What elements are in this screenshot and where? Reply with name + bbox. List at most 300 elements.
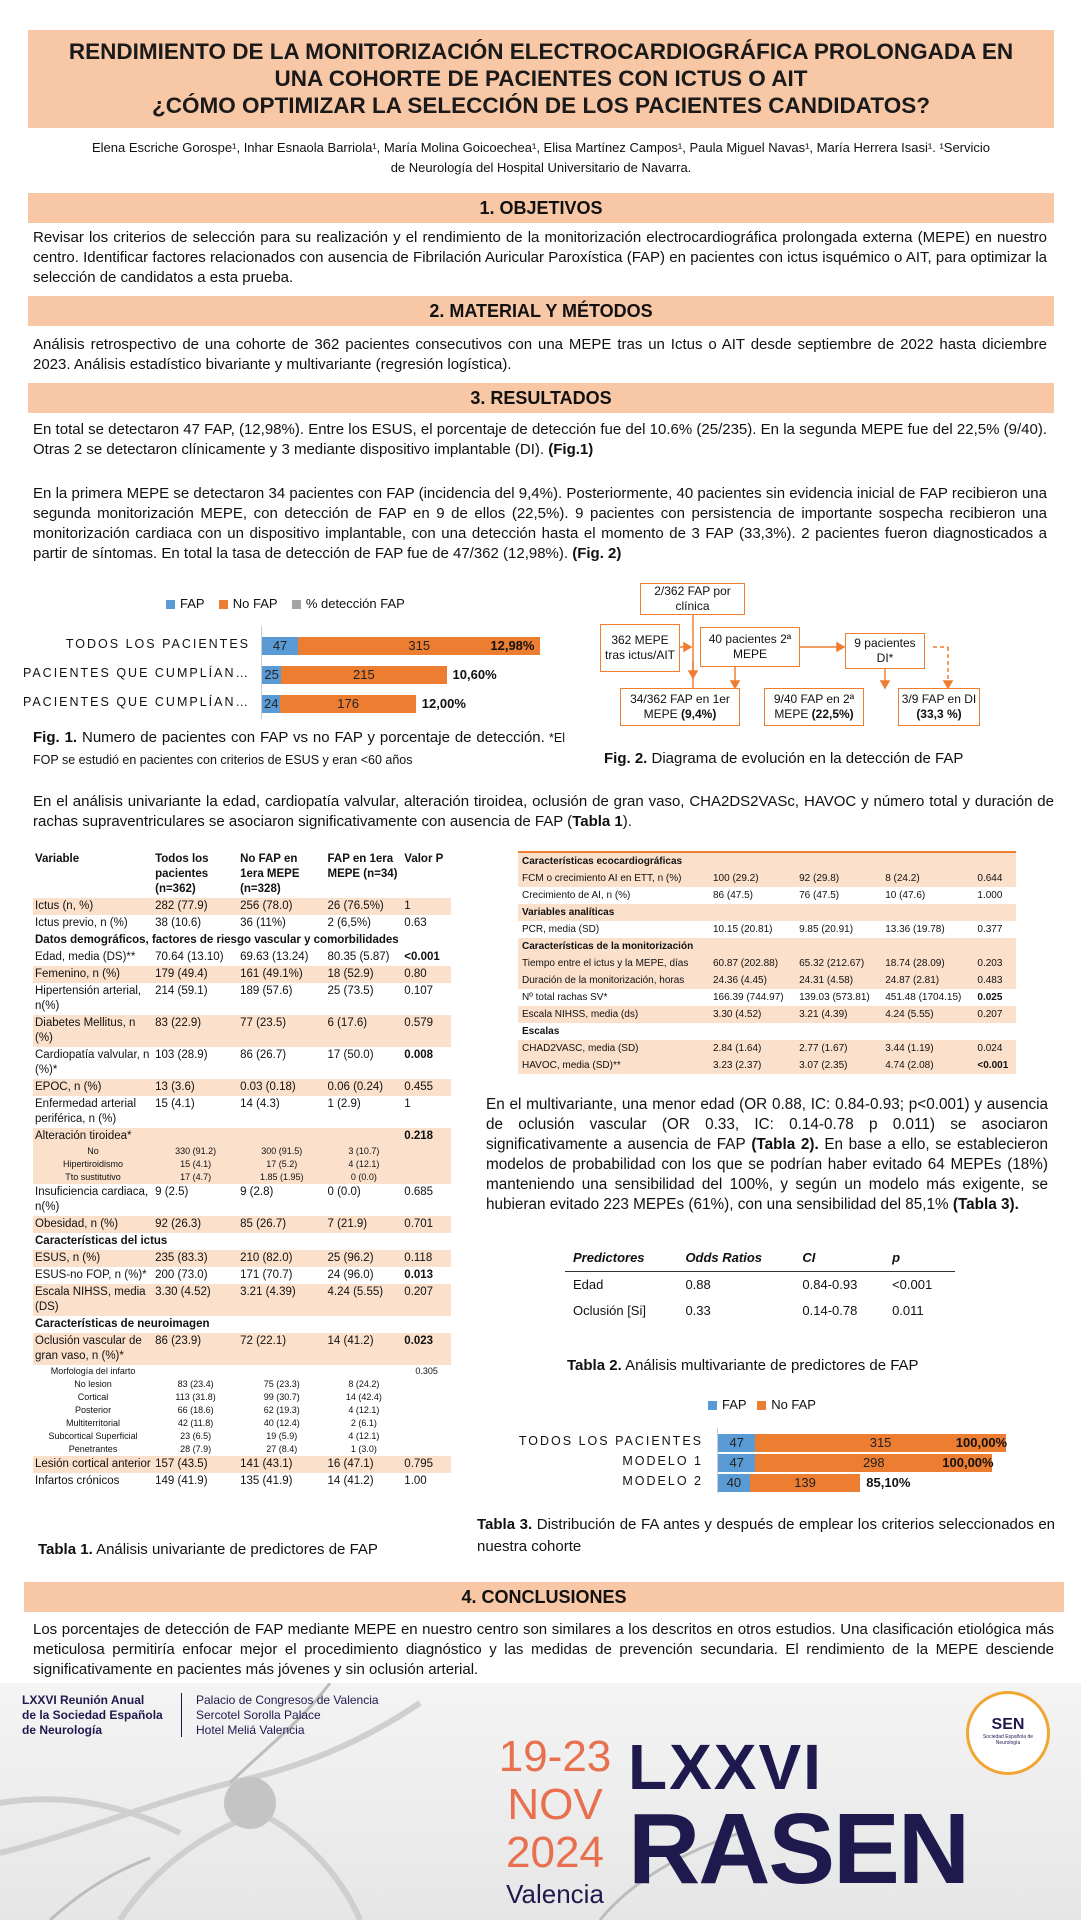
table2-cell: Edad (573, 1277, 604, 1292)
table2-cell: Oclusión [Si] (573, 1303, 646, 1318)
table1-cont-section: Escalas (522, 1026, 560, 1037)
table1-cont-cell: 166.39 (744.97) (712, 992, 784, 1003)
table2-caption-text: Análisis multivariante de predictores de FAP (621, 1357, 919, 1374)
table1-cell: 0.118 (402, 1250, 451, 1267)
table1-cell: 66 (18.6) (177, 1405, 214, 1415)
table1-cell: 0.701 (402, 1216, 451, 1233)
table1-cell: 1.85 (1.95) (238, 1171, 325, 1184)
table1-caption (38, 1539, 378, 1561)
table1-cont-cell: CHAD2VASC, media (SD) (518, 1040, 709, 1057)
table1-cont-cell: 451.48 (1704.15) (885, 992, 962, 1003)
chart-category-label: TODOS LOS PACIENTES (65, 637, 250, 651)
table1-cell: 0.218 (402, 1128, 451, 1145)
table1-cell: 1 (404, 1098, 411, 1110)
table1-cell: Lesión cortical anterior (33, 1456, 153, 1473)
table1-cell: 300 (91.5) (238, 1145, 325, 1158)
table1-cell: 14 (41.2) (327, 1475, 374, 1487)
table2-cell: 0.84-0.93 (802, 1277, 858, 1292)
table1-cell: 9 (2.5) (155, 1186, 189, 1198)
table2-caption-bold: Tabla 2. (567, 1357, 622, 1374)
table1-row (33, 1158, 451, 1171)
legend-nofap-swatch (219, 600, 228, 609)
sen-logo (966, 1691, 1050, 1775)
table1-cell: ESUS, n (%) (33, 1250, 153, 1267)
table1-cell: 113 (31.8) (175, 1392, 216, 1402)
table1-cont-cell: Crecimiento de AI, n (%) (522, 890, 631, 901)
table-1-continued (518, 851, 1016, 1074)
table1-header-cell: FAP en 1era MEPE (n=34) (327, 853, 398, 880)
table1-cell: 14 (42.4) (345, 1392, 382, 1402)
legend-pct-swatch (292, 600, 301, 609)
table1-cell: Multiterritorial (66, 1418, 121, 1428)
title-line-2: UNA COHORTE DE PACIENTES CON ICTUS O AIT (274, 66, 808, 91)
conclusiones-text: Los porcentajes de detección de FAP mediante MEPE en nuestro centro son similares a los descritos en otros estudios. Una clasificación etiológica más meticulosa permitiría enfocar mejor el procedimiento diagnóstico y las medidas de prevención secundaria. El rendimiento de la MEPE desciende significativamente en pacientes más jóvenes y sin oclusión arterial. (33, 1621, 1054, 1678)
footer-banner (0, 1683, 1081, 1920)
table1-cont-cell: FCM o crecimiento AI en ETT, n (%) (518, 870, 709, 887)
table1-cont-cell: 13.36 (19.78) (885, 924, 945, 935)
table1-cont-cell: 3.23 (2.37) (709, 1057, 795, 1074)
chart-pct-label: 100,00% (942, 1455, 994, 1470)
chart-pct-label: 12,98% (490, 638, 535, 653)
table1-cell: 330 (91.2) (153, 1145, 238, 1158)
table1-row (33, 1316, 451, 1333)
table1-cell: 86 (23.9) (153, 1333, 238, 1365)
table1-cell: 92 (26.3) (153, 1216, 238, 1233)
footer-year: 2024 (506, 1828, 604, 1877)
table1-row (33, 1365, 451, 1378)
table1-cont-row (518, 1057, 1016, 1074)
table1-cell: Hipertensión arterial, n(%) (35, 985, 142, 1012)
diagram-result-3-text: 3/9 FAP en DI (901, 692, 977, 706)
section-objetivos: 1. OBJETIVOS (28, 193, 1054, 223)
table1-cell: 0.579 (402, 1015, 451, 1047)
authors-line-1: Elena Escriche Gorospe¹, Inhar Esnaola Barriola¹, María Molina Goicoechea¹, Elisa Martínez Campos¹, Paula Miguel Navas¹, María Herrera Isasi¹. ¹Servicio (91, 140, 991, 155)
table1-cell: 0.023 (402, 1333, 451, 1365)
table1-cont-row (518, 955, 1016, 972)
table1-cell: 17 (4.7) (153, 1171, 238, 1184)
sen-logo-text: SEN (991, 1716, 1025, 1733)
table1-header-cell: Valor P (404, 853, 444, 865)
fig3-legend-nofap: No FAP (771, 1397, 816, 1412)
table1-cell: 149 (41.9) (155, 1475, 208, 1487)
table1-cont-cell: 0.207 (973, 1006, 1016, 1023)
fig3-legend-nofap-swatch (757, 1401, 766, 1410)
table1-cell: 1 (402, 898, 451, 915)
table1-cont-section: Características ecocardiográficas (518, 852, 1016, 870)
chart-bar-nofap: 215 (281, 666, 446, 684)
univariante-paragraph (33, 792, 1054, 832)
table1-cell: 256 (78.0) (238, 898, 325, 915)
table1-cell: Alteración tiroidea* (33, 1128, 153, 1145)
table1-row (33, 1404, 451, 1417)
table1-row (33, 915, 451, 932)
fig1-caption-note: *El FOP se estudió en pacientes con criterios de ESUS y eran <60 años (33, 731, 566, 767)
table1-cell: 0.008 (404, 1049, 434, 1061)
table1-cell: 0.06 (0.24) (326, 1079, 403, 1096)
table1-cell: 4 (12.1) (348, 1405, 380, 1415)
footer-organizer (22, 1693, 163, 1738)
table1-cell: 171 (70.7) (240, 1269, 293, 1281)
diagram-result-2-pct: (22,5%) (811, 707, 854, 721)
table1-cont-cell: 0.024 (973, 1040, 1016, 1057)
diagram-box-clinica (640, 583, 745, 615)
footer-dates: 19-23 (498, 1732, 612, 1781)
legend-pct: % detección FAP (305, 596, 405, 611)
table1-caption-bold: Tabla 1. (38, 1541, 93, 1558)
table1-cell: 0.795 (402, 1456, 451, 1473)
table2-cell: 0.14-0.78 (802, 1303, 858, 1318)
table1-cell: 18 (52.9) (326, 966, 403, 983)
table1-cell: 72 (22.1) (238, 1333, 325, 1365)
table1-cont-cell: 10.15 (20.81) (712, 924, 773, 935)
table2-caption (567, 1355, 919, 1377)
table1-cont-row (518, 989, 1016, 1006)
table1-cell: Subcortical Superficial (48, 1431, 138, 1441)
table1-cell: 77 (23.5) (238, 1015, 325, 1047)
table1-row (33, 932, 451, 949)
table1-cont-cell: 76 (47.5) (799, 890, 840, 901)
table1-cont-cell: 3.44 (1.19) (881, 1040, 973, 1057)
table1-row (33, 1047, 451, 1079)
chart-category-label: MODELO 1 (622, 1454, 703, 1468)
table1-cell: 28 (7.9) (180, 1444, 212, 1454)
table1-cell: 161 (49.1%) (238, 966, 325, 983)
table2-header-cell: Odds Ratios (677, 1245, 794, 1272)
table1-row (33, 898, 451, 915)
table1-header-cell: Variable (35, 853, 80, 865)
legend-nofap: No FAP (232, 596, 278, 611)
table1-cell: 2 (6,5%) (327, 917, 371, 929)
table1-cell: Enfermedad arterial periférica, n (%) (35, 1098, 136, 1125)
table1-cell: ESUS-no FOP, n (%)* (35, 1269, 147, 1281)
table1-cell: 179 (49.4) (153, 966, 238, 983)
table1-cell: 3.21 (4.39) (238, 1284, 325, 1316)
fig3-legend-fap: FAP (722, 1397, 747, 1412)
table1-cont-row (518, 904, 1016, 921)
footer-edition: LXXVI (628, 1731, 823, 1803)
table-1 (33, 851, 451, 1490)
table1-cont-cell: Tiempo entre el ictus y la MEPE, días (518, 955, 709, 972)
table1-cont-cell: 2.77 (1.67) (795, 1040, 881, 1057)
chart-bar-fap: 24 (263, 696, 279, 711)
diagram-result-1-text: 34/362 FAP en 1er MEPE (630, 692, 730, 721)
table1-cell: 1 (3.0) (350, 1444, 377, 1454)
table2-cell: 0.33 (685, 1303, 711, 1318)
table1-cell: 99 (30.7) (263, 1392, 300, 1402)
footer-divider (181, 1693, 182, 1737)
metodos-text: Análisis retrospectivo de una cohorte de 362 pacientes consecutivos con una MEPE tras un Ictus o AIT desde septiembre de 2022 hasta diciembre 2023. Análisis estadístico bivariante y multivariante (regresión logística). (33, 336, 1047, 373)
table1-cell: 80.35 (5.87) (327, 951, 390, 963)
table1-cont-cell: 9.85 (20.91) (799, 924, 854, 935)
footer-venue-2: Sercotel Sorolla Palace (196, 1708, 321, 1722)
table1-cell (153, 1365, 238, 1378)
table1-cell (326, 1128, 403, 1145)
table1-cell: 83 (22.9) (153, 1015, 238, 1047)
diagram-box-start-text: 362 MEPE tras ictus/AIT (604, 633, 675, 662)
table1-cont-row (518, 972, 1016, 989)
fig3-legend (708, 1397, 816, 1412)
table1-cont-row (518, 921, 1016, 938)
table1-cont-cell: 4.74 (2.08) (881, 1057, 973, 1074)
table1-cell: 103 (28.9) (155, 1049, 208, 1061)
table1-cell: 83 (23.4) (177, 1379, 214, 1389)
diagram-box-di-text: 9 pacientes DI* (854, 636, 916, 665)
univariante-end: ). (622, 813, 632, 830)
table1-cell: 16 (47.1) (326, 1456, 403, 1473)
table1-cell: 27 (8.4) (266, 1444, 298, 1454)
table1-cont-cell: 3.07 (2.35) (795, 1057, 881, 1074)
table1-header-cell: Todos los pacientes (n=362) (155, 853, 209, 895)
table1-cell: 3.30 (4.52) (153, 1284, 238, 1316)
table1-cell: Oclusión vascular de gran vaso, n (%)* (33, 1333, 153, 1365)
table1-cell: No lesion (74, 1379, 112, 1389)
diagram-box-start (600, 624, 680, 672)
table1-cont-row (518, 852, 1016, 870)
fig1-axis (261, 626, 262, 719)
table1-cont-cell: 4.24 (5.55) (881, 1006, 973, 1023)
table1-row (33, 1079, 451, 1096)
footer-event-name: RASEN (628, 1793, 969, 1905)
table1-cont-cell: 24.31 (4.58) (795, 972, 881, 989)
chart-bar-fap: 47 (718, 1454, 755, 1472)
table1-cont-cell: <0.001 (973, 1057, 1016, 1074)
chart-bar-nofap: 298 (755, 1454, 992, 1472)
table1-cell: 141 (43.1) (238, 1456, 325, 1473)
footer-venue-3: Hotel Meliá Valencia (196, 1723, 305, 1737)
table2-row (565, 1272, 955, 1299)
tabla2-ref: (Tabla 2). (745, 1136, 819, 1153)
objetivos-text: Revisar los criterios de selección para su realización y el rendimiento de la monitorización electrocardiográfica prolongada externa (MEPE) en nuestro centro. Identificar factores relacionados con ausencia de Fibrilación Auricular Paroxística (FAP) en pacientes con ictus isquémico o AIT, para optimizar la selección de candidatos a esta prueba. (33, 229, 1047, 286)
table1-cont-cell: 60.87 (202.88) (709, 955, 795, 972)
table1-cell: Cardiopatía valvular, n (%)* (35, 1049, 150, 1076)
table1-cell: Hipertiroidismo (33, 1158, 153, 1171)
tabla3-ref: (Tabla 3). (948, 1196, 1019, 1213)
table1-cell: 0.03 (0.18) (238, 1079, 325, 1096)
table1-cont-cell: Duración de la monitorización, horas (518, 972, 709, 989)
chart-bar-fap: 25 (262, 666, 281, 684)
table1-cell: 70.64 (13.10) (155, 951, 224, 963)
table1-cell: No (33, 1145, 153, 1158)
fig1-legend (166, 596, 405, 611)
table1-cell: 1.00 (404, 1475, 427, 1487)
table2-cell: 0.88 (685, 1277, 711, 1292)
fig3-caption (477, 1514, 1055, 1558)
table1-cell: 4.24 (5.55) (326, 1284, 403, 1316)
chart-bar-fap: 47 (262, 637, 298, 655)
section-conclusiones: 4. CONCLUSIONES (24, 1582, 1064, 1612)
table1-cell: 25 (96.2) (326, 1250, 403, 1267)
table1-cell (153, 1128, 238, 1145)
diagram-box-clinica-text: 2/362 FAP por clínica (654, 584, 731, 613)
table1-cell: Femenino, n (%) (33, 966, 153, 983)
fig2-caption-text: Diagrama de evolución en la detección de FAP (647, 750, 964, 767)
table1-row (33, 1128, 451, 1145)
footer-date-block (480, 1733, 630, 1877)
table1-cell: 3 (10.7) (326, 1145, 403, 1158)
table1-row (33, 1284, 451, 1316)
table1-cell: 157 (43.5) (153, 1456, 238, 1473)
table2-cell: <0.001 (892, 1277, 933, 1292)
diagram-result-3-pct: (33,3 %) (916, 707, 962, 721)
diagram-box-2mepe-text: 40 pacientes 2ª MEPE (708, 632, 792, 661)
fig3-caption-text: Distribución de FA antes y después de emplear los criterios seleccionados en nuestra cohorte (477, 1516, 1055, 1555)
footer-org-3: de Neurología (22, 1723, 103, 1737)
diagram-box-di (845, 633, 925, 669)
section-resultados: 3. RESULTADOS (28, 383, 1054, 413)
table2-row (565, 1298, 955, 1324)
table1-row (33, 1171, 451, 1184)
table1-cell: Obesidad, n (%) (33, 1216, 153, 1233)
chart-bar-nofap: 315 (298, 637, 540, 655)
fig1-caption (33, 727, 565, 771)
footer-city: Valencia (506, 1879, 604, 1909)
table1-cell: 15 (4.1) (155, 1098, 195, 1110)
multivariante-paragraph (486, 1095, 1048, 1215)
diagram-result-3 (899, 692, 979, 722)
table1-cell: 0 (0.0) (326, 1171, 403, 1184)
table1-cell: Posterior (75, 1405, 112, 1415)
table1-cell: 75 (23.3) (263, 1379, 300, 1389)
table1-caption-text: Análisis univariante de predictores de FAP (92, 1541, 378, 1558)
diagram-box-result-1 (620, 688, 740, 726)
chart-bar-nofap: 315 (755, 1434, 1005, 1452)
table1-cell: 9 (2.8) (240, 1186, 274, 1198)
footer-venue-1: Palacio de Congresos de Valencia (196, 1693, 379, 1707)
table1-cont-cell: 0.644 (973, 870, 1016, 887)
table1-cell (238, 1128, 325, 1145)
table1-cell: 69.63 (13.24) (240, 951, 309, 963)
table1-cell: 85 (26.7) (238, 1216, 325, 1233)
table2-header-cell: Predictores (565, 1245, 677, 1272)
fig3-legend-fap-swatch (708, 1401, 717, 1410)
results-paragraph-1 (33, 420, 1047, 460)
table1-cont-cell: 92 (29.8) (795, 870, 881, 887)
table1-cell: 235 (83.3) (153, 1250, 238, 1267)
table1-cont-cell: Nº total rachas SV* (522, 992, 608, 1003)
fig3-caption-bold: Tabla 3. (477, 1516, 533, 1533)
table1-cont-row (518, 1040, 1016, 1057)
table1-cont-row (518, 887, 1016, 904)
chart-category-label: PACIENTES QUE CUMPLÍAN… (22, 695, 250, 709)
table1-cell: Edad, media (DS)** (35, 951, 136, 963)
table1-cell: 13 (3.6) (153, 1079, 238, 1096)
table1-cell: 6 (17.6) (326, 1015, 403, 1047)
legend-fap: FAP (180, 596, 205, 611)
table1-cell: 200 (73.0) (155, 1269, 208, 1281)
table1-cell: 19 (5.9) (266, 1431, 298, 1441)
fig2-caption-bold: Fig. 2. (604, 750, 648, 767)
table1-cont-cell: 139.03 (573.81) (799, 992, 870, 1003)
table1-cell: 4 (12.1) (348, 1431, 380, 1441)
table1-cell (402, 1391, 451, 1404)
table1-row (33, 1216, 451, 1233)
table1-cell: Ictus previo, n (%) (35, 917, 128, 929)
multivariante-text-2: En base a ello, se establecieron modelos de probabilidad con los que se podrían haber evitado 64 MEPEs (18%) manteniendo una sensibilidad del 100%, y según un modelo más exigente, se hubieran evitado 223 MEPEs (61%), con una sensibilidad del 85,1% (486, 1136, 1048, 1213)
tabla1-ref: Tabla 1 (572, 813, 623, 830)
table1-cont-cell: HAVOC, media (SD)** (518, 1057, 709, 1074)
table1-cell: 23 (6.5) (180, 1431, 212, 1441)
chart-bar-fap: 47 (718, 1434, 755, 1452)
table1-cont-row (518, 870, 1016, 887)
fig3-axis (717, 1428, 718, 1493)
table1-cell: 2 (6.1) (350, 1418, 377, 1428)
table1-cell: Penetrantes (68, 1444, 118, 1454)
table1-cont-cell: PCR, media (SD) (522, 924, 600, 935)
table1-row (33, 1378, 451, 1391)
authors (28, 138, 1054, 178)
table1-cell: 26 (76.5%) (326, 898, 403, 915)
diagram-result-1 (621, 692, 739, 722)
table1-row (33, 1233, 451, 1250)
table1-row (33, 1184, 451, 1216)
chart-bar-nofap: 176 (280, 695, 415, 713)
table1-cell: 0.207 (402, 1284, 451, 1316)
table1-cell: 62 (19.3) (263, 1405, 300, 1415)
table1-row (33, 1145, 451, 1158)
footer-org-2: de la Sociedad Española (22, 1708, 163, 1722)
legend-fap-swatch (166, 600, 175, 609)
table1-cont-cell: 24.36 (4.45) (709, 972, 795, 989)
table1-row (33, 966, 451, 983)
table1-cont-cell: 100 (29.2) (709, 870, 795, 887)
table1-cell (238, 1365, 325, 1378)
results-paragraph-2 (33, 484, 1047, 564)
table1-cont-cell: 18.74 (28.09) (881, 955, 973, 972)
results-text-2: En la primera MEPE se detectaron 34 pacientes con FAP (incidencia del 9,4%). Posteriormente, 40 pacientes sin evidencia inicial de FAP recibieron una segunda monitorización MEPE, con detección de FAP en 9 de ellos (22,5%). 9 pacientes con persistencia de importante sospecha recibieron una monitorización cardiaca con un dispositivo implantable, con una detección hasta el momento de 3 FAP (33,3%). 2 pacientes fueron diagnosticados a partir de síntomas. En total la tasa de detección de FAP fue de 47/362 (12,98%). (33, 485, 1047, 562)
chart-pct-label: 10,60% (452, 667, 497, 682)
fig1-caption-text: Numero de pacientes con FAP vs no FAP y porcentaje de detección. (77, 729, 545, 746)
table1-cont-cell: 0.203 (973, 955, 1016, 972)
table1-section-cell: Características de neuroimagen (33, 1316, 451, 1333)
table1-cont-cell: 65.32 (212.67) (795, 955, 881, 972)
fig1-ref: (Fig.1) (544, 441, 594, 458)
table1-cell: 17 (5.2) (238, 1158, 325, 1171)
table1-cell: 14 (4.3) (240, 1098, 280, 1110)
table1-row (33, 949, 451, 966)
table1-cell (402, 1404, 451, 1417)
section-metodos: 2. MATERIAL Y MÉTODOS (28, 296, 1054, 326)
table1-cont-cell: 0.377 (977, 924, 1003, 935)
results-text-1: En total se detectaron 47 FAP, (12,98%). Entre los ESUS, el porcentaje de detección fue del 10.6% (25/235). En la segunda MEPE fue del 22,5% (9/40). Otras 2 se detectaron clínicamente y 3 mediante dispositivo implantable (DI). (33, 421, 1047, 458)
table1-cont-cell: Escala NIHSS, media (ds) (518, 1006, 709, 1023)
table1-cell: 7 (21.9) (326, 1216, 403, 1233)
table1-cell: Infartos crónicos (35, 1475, 120, 1487)
table1-cont-cell: 86 (47.5) (712, 890, 754, 901)
multivariante-text: En el multivariante, una menor edad (OR 0.88, IC: 0.84-0.93; p<0.001) y ausencia de oclusión vascular (OR 0.33, IC: 0.14-0.78 p 0.011) se asociaron significativamente a ausencia de FAP (486, 1096, 1048, 1153)
table1-cont-cell: 1.000 (977, 890, 1003, 901)
sen-logo-subtitle: Sociedad Española de Neurología (982, 1734, 1034, 1746)
table1-cell: 36 (11%) (240, 917, 286, 929)
diagram-result-2-text: 9/40 FAP en 2ª MEPE (773, 692, 855, 721)
table1-row (33, 1391, 451, 1404)
table1-cell (326, 1365, 403, 1378)
table1-cell (402, 1171, 451, 1184)
table1-cell (402, 1417, 451, 1430)
table1-cell: 4 (12.1) (326, 1158, 403, 1171)
table1-cell: 0.305 (415, 1366, 438, 1376)
table2-header-cell: CI (794, 1245, 884, 1272)
table1-cell: 17 (50.0) (327, 1049, 374, 1061)
table1-row (33, 1096, 451, 1128)
table-2 (565, 1245, 955, 1324)
table1-cell: 0 (0.0) (327, 1186, 361, 1198)
table1-cont-cell: 10 (47.6) (885, 890, 926, 901)
table1-cell: Ictus (n, %) (33, 898, 153, 915)
diagram-result-1-pct: (9,4%) (681, 707, 717, 721)
table1-cell: Cortical (77, 1392, 109, 1402)
table1-cell: 0.80 (402, 966, 451, 983)
table1-cell (402, 1378, 451, 1391)
